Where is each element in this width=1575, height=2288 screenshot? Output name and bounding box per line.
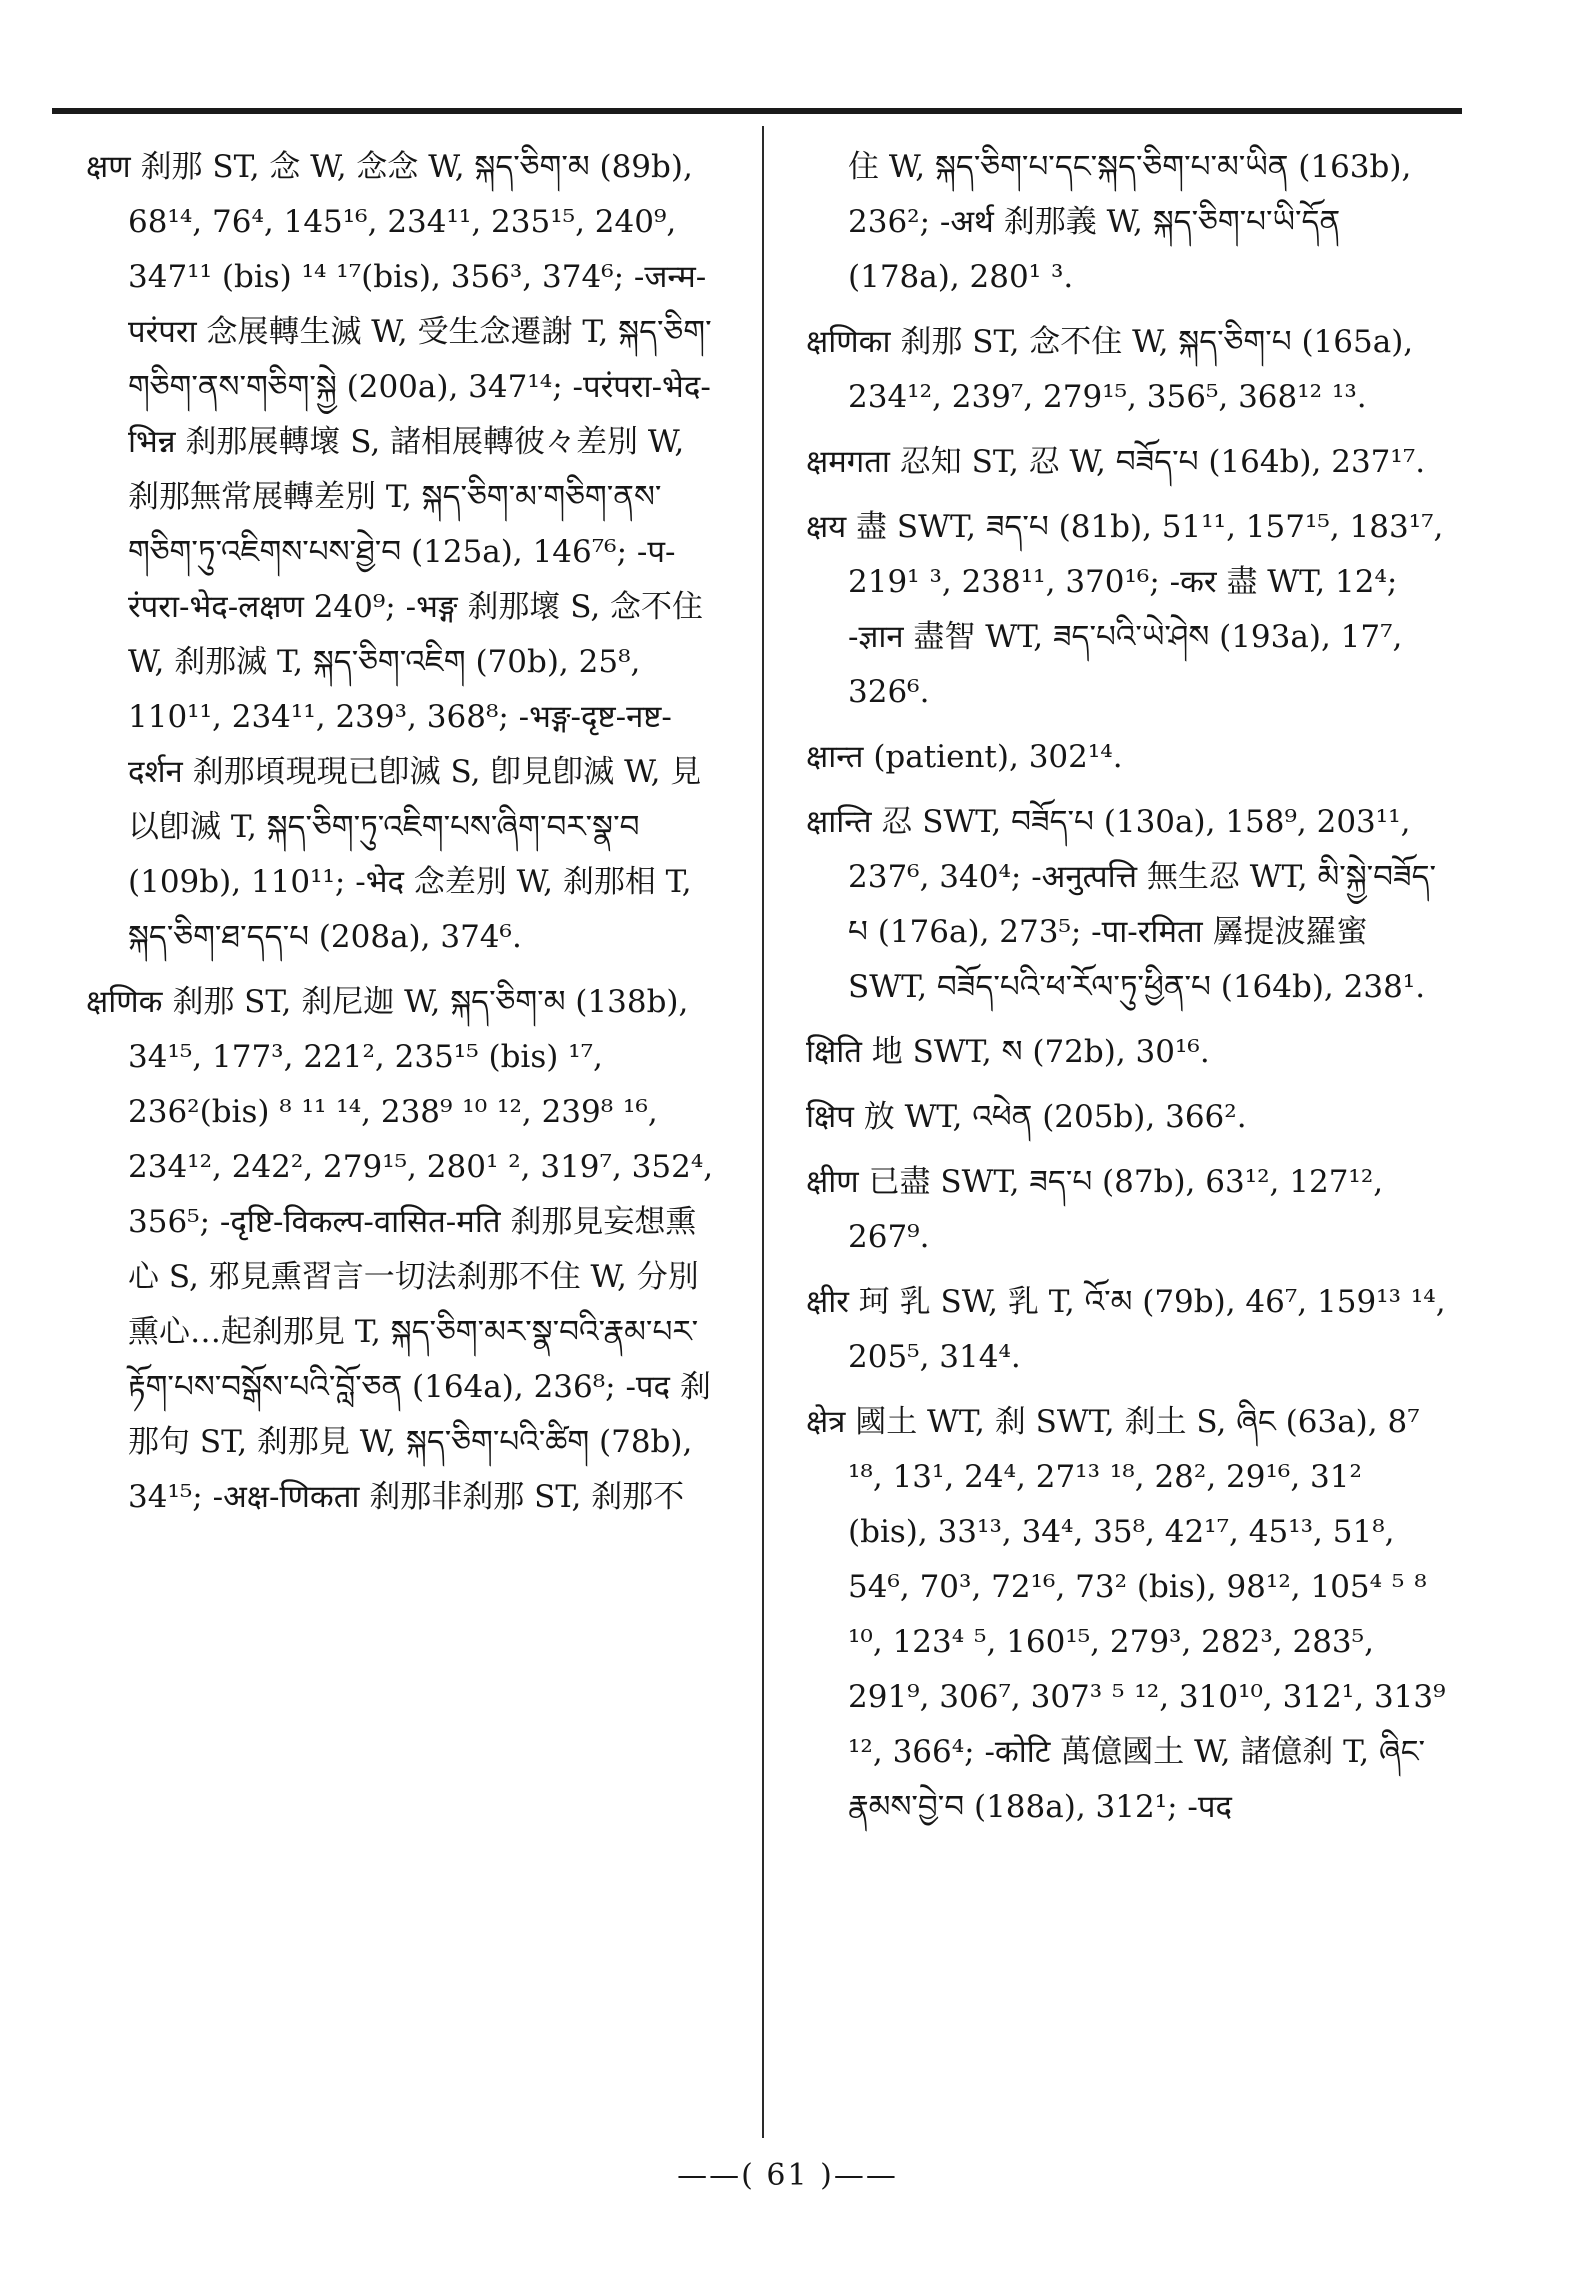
entry-ksaya: क्षय 盡 SWT, ཟད་པ (81b), 51¹¹, 157¹⁵, 183¹⁷, 219¹ ³, 238¹¹, 370¹⁶; -कर 盡 WT, 12⁴; -ज्ञान 盡智 WT, ཟད་པའི་ཡེ་ཤེས (193a), 17⁷, 326⁶.: [806, 509, 1444, 710]
entry-ksanta: क्षान्त (patient), 302¹⁴.: [806, 739, 1123, 775]
entry-ksanti: क्षान्ति 忍 SWT, བཟོད་པ (130a), 158⁹, 203¹¹, 237⁶, 340⁴; -अनुत्पत्ति 無生忍 WT, མི་སྐྱེ་བཟོད་པ (176a), 273⁵; -पा-रमिता 羼提波羅蜜 SWT, བཟོད་པའི་ཕ་རོལ་ཏུ་ཕྱིན་པ (164b), 238¹.: [806, 804, 1437, 1005]
entry-ksipa: क्षिप 放 WT, འཕེན (205b), 366².: [806, 1099, 1247, 1135]
left-column: [86, 140, 716, 1535]
top-rule: [52, 108, 1462, 114]
entry-continuation: 住 W, སྐད་ཅིག་པ་དང་སྐད་ཅིག་པ་མ་ཡིན (163b), 236²; -अर्थ 刹那義 W, སྐད་ཅིག་པ་ཡི་དོན (178a), 280¹ ³.: [848, 149, 1412, 295]
entry-ksanika: क्षणिक 刹那 ST, 刹尼迦 W, སྐད་ཅིག་མ (138b), 34¹⁵, 177³, 221², 235¹⁵ (bis) ¹⁷, 236²(bis) ⁸ ¹¹ ¹⁴, 238⁹ ¹⁰ ¹², 239⁸ ¹⁶, 234¹², 242², 279¹⁵, 280¹ ², 319⁷, 352⁴, 356⁵; -दृष्टि-विकल्प-वासित-मति 刹那見妄想熏心 S, 邪見熏習言一切法刹那不住 W, 分別熏心…起刹那見 T, སྐད་ཅིག་མར་སྣ་བའི་རྣམ་པར་རྟོག་པས་བསྒོས་པའི་བློ་ཅན (164a), 236⁸; -पद 刹那句 ST, 刹那見 W, སྐད་ཅིག་པའི་ཚིག (78b), 34¹⁵; -अक्ष-णिकता 刹那非刹那 ST, 刹那不: [86, 984, 714, 1515]
page-number: ——( 61 )——: [677, 2158, 898, 2193]
right-column: [806, 140, 1446, 1845]
entry-ksana: क्षण 刹那 ST, 念 W, 念念 W, སྐད་ཅིག་མ (89b), 68¹⁴, 76⁴, 145¹⁶, 234¹¹, 235¹⁵, 240⁹, 347¹¹ (bis) ¹⁴ ¹⁷(bis), 356³, 374⁶; -जन्म-परंपरा 念展轉生滅 W, 受生念遷謝 T, སྐད་ཅིག་གཅིག་ནས་གཅིག་སྐྱེ (200a), 347¹⁴; -परंपरा-भेद-भिन्न 刹那展轉壞 S, 諸相展轉彼々差別 W, 刹那無常展轉差別 T, སྐད་ཅིག་མ་གཅིག་ནས་གཅིག་ཏུ་འཇིགས་པས་ཐྱེ་བ (125a), 146⁷⁶; -प-रंपरा-भेद-लक्षण 240⁹; -भङ्ग 刹那壞 S, 念不住 W, 刹那滅 T, སྐད་ཅིག་འཇིག (70b), 25⁸, 110¹¹, 234¹¹, 239³, 368⁸; -भङ्ग-दृष्ट-नष्ट-दर्शन 刹那頃現現已卽滅 S, 卽見卽滅 W, 見以卽滅 T, སྐད་ཅིག་ཏུ་འཇིག་པས་ཞིག་བར་སྣ་བ (109b), 110¹¹; -भेद 念差別 W, 刹那相 T, སྐད་ཅིག་ཐ་དད་པ (208a), 374⁶.: [86, 149, 712, 955]
entry-ksetra: क्षेत्र 國土 WT, 刹 SWT, 刹土 S, ཞིང (63a), 8⁷ ¹⁸, 13¹, 24⁴, 27¹³ ¹⁸, 28², 29¹⁶, 31² (bis), 33¹³, 34⁴, 35⁸, 42¹⁷, 45¹³, 51⁸, 54⁶, 70³, 72¹⁶, 73² (bis), 98¹², 105⁴ ⁵ ⁸ ¹⁰, 123⁴ ⁵, 160¹⁵, 279³, 282³, 283⁵, 291⁹, 306⁷, 307³ ⁵ ¹², 310¹⁰, 312¹, 313⁹ ¹², 366⁴; -कोटि 萬億國土 W, 諸億刹 T, ཞིང་རྣམས་བྱེ་བ (188a), 312¹; -पद: [806, 1404, 1446, 1825]
entry-ksamagata: क्षमगता 忍知 ST, 忍 W, བཟོད་པ (164b), 237¹⁷.: [806, 444, 1426, 480]
entry-ksanika2: क्षणिका 刹那 ST, 念不住 W, སྐད་ཅིག་པ (165a), 234¹², 239⁷, 279¹⁵, 356⁵, 368¹² ¹³.: [806, 324, 1414, 415]
entry-ksira: क्षीर 珂 乳 SW, 乳 T, འོ་མ (79b), 46⁷, 159¹³ ¹⁴, 205⁵, 314⁴.: [806, 1284, 1446, 1375]
column-divider: [762, 126, 764, 2138]
entry-ksiti: क्षिति 地 SWT, ས (72b), 30¹⁶.: [806, 1034, 1210, 1070]
entry-ksina: क्षीण 已盡 SWT, ཟད་པ (87b), 63¹², 127¹², 267⁹.: [806, 1164, 1384, 1255]
